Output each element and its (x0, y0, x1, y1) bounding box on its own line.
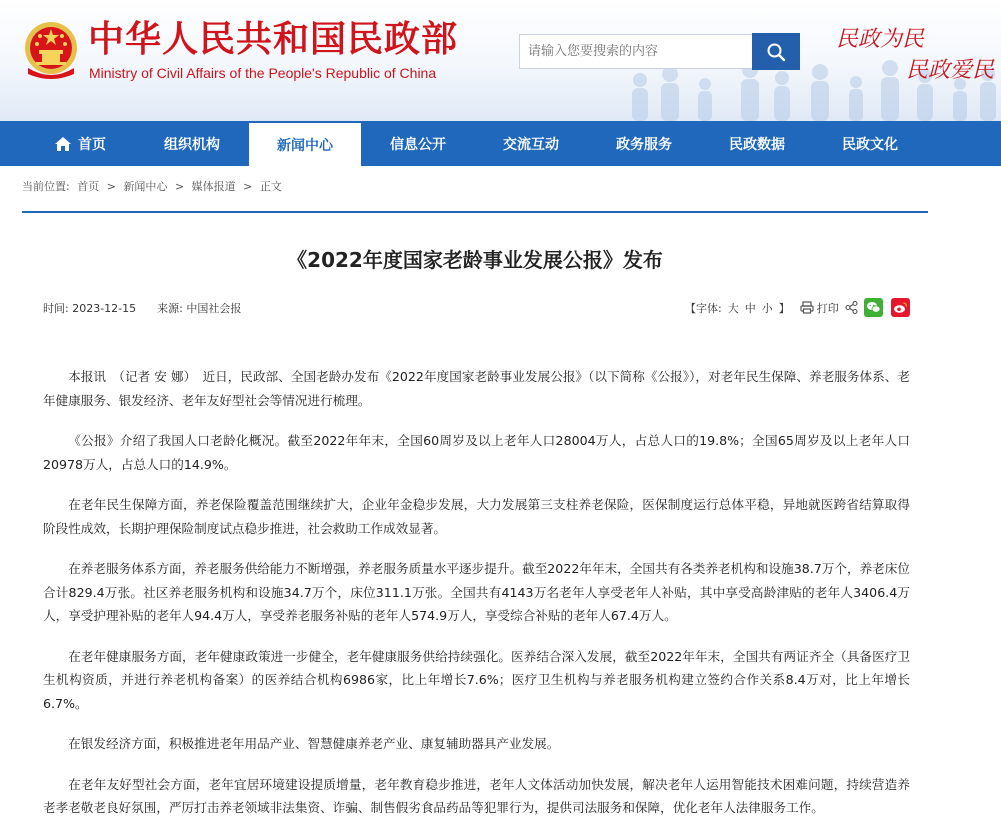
nav-item-news-center[interactable]: 新闻中心 (249, 123, 361, 166)
weibo-share-icon[interactable] (891, 298, 910, 317)
article-body (43, 365, 910, 832)
breadcrumb (22, 178, 286, 194)
article-paragraph: 《公报》介绍了我国人口老龄化概况。截至2022年年末，全国60周岁及以上老年人口28004万人，占总人口的19.8%；全国65周岁及以上老年人口20978万人，占总人口的14.9%。 (43, 433, 910, 472)
nav-item-information-disclosure[interactable]: 信息公开 (390, 136, 446, 153)
site-header (0, 0, 1001, 121)
time-label: 时间: (43, 302, 69, 315)
share-icon[interactable] (845, 301, 858, 314)
nav-item-interaction[interactable]: 交流互动 (503, 136, 559, 153)
breadcrumb-media-reports[interactable]: 媒体报道 (191, 180, 236, 193)
search-input[interactable] (519, 34, 752, 69)
nav-item-civil-data[interactable]: 民政数据 (729, 136, 785, 153)
breadcrumb-news-center[interactable]: 新闻中心 (123, 180, 168, 193)
home-icon (54, 136, 72, 152)
content-divider (22, 211, 928, 213)
article-paragraph: 本报讯 （记者 安 娜） 近日，民政部、全国老龄办发布《2022年度国家老龄事业发展公报》（以下简称《公报》），对老年民生保障、养老服务体系、老年健康服务、银发经济、老年友好型社会等情况进行梳理。 (43, 369, 910, 408)
breadcrumb-separator: > (106, 180, 116, 193)
nav-item-organization[interactable]: 组织机构 (164, 136, 220, 153)
search-icon (766, 42, 786, 62)
nav-item-home[interactable] (24, 121, 136, 166)
font-size-bracket: 】 (778, 301, 790, 315)
font-size-small-button[interactable]: 小 (761, 301, 773, 315)
breadcrumb-separator: > (243, 180, 253, 193)
breadcrumb-separator: > (174, 180, 185, 193)
article-title: 《2022年度国家老龄事业发展公报》发布 (287, 248, 663, 272)
publish-date: 2023-12-15 (72, 302, 137, 315)
article-paragraph: 在银发经济方面，积极推进老年用品产业、智慧健康养老产业、康复辅助器具产业发展。 (68, 736, 560, 751)
nav-item-government-services[interactable]: 政务服务 (616, 136, 672, 153)
source-label: 来源: (157, 302, 183, 315)
slogan-line-2: 民政爱民 (906, 58, 995, 83)
slogan-line-1: 民政为民 (836, 27, 925, 52)
font-size-large-button[interactable]: 大 (727, 301, 739, 315)
article-paragraph: 在老年健康服务方面，老年健康政策进一步健全，老年健康服务供给持续强化。医养结合深入发展，截至2022年年末，全国共有两证齐全（具备医疗卫生机构资质，并进行养老机构备案）的医养结合机构6986家，比上年增长7.6%；医疗卫生机构与养老服务机构建立签约合作关系8.4万对，比上年增长6.7%。 (43, 648, 910, 711)
article-tools (685, 298, 910, 317)
printer-icon (800, 301, 814, 314)
breadcrumb-prefix: 当前位置: (22, 180, 70, 193)
main-nav (0, 121, 1001, 166)
wechat-share-icon[interactable] (864, 298, 883, 317)
nav-item-label: 首页 (78, 136, 106, 153)
site-title-chinese: 中华人民共和国民政部 (88, 19, 459, 60)
print-label: 打印 (816, 301, 839, 315)
font-size-medium-button[interactable]: 中 (744, 301, 756, 315)
article-source: 中国社会报 (186, 302, 242, 315)
article-paragraph: 在老年友好型社会方面，老年宜居环境建设提质增量，老年教育稳步推进，老年人文体活动加快发展，解决老年人运用智能技术困难问题，持续营造养老孝老敬老良好氛围，严厉打击养老领域非法集资、诈骗、制售假劣食品药品等犯罪行为，提供司法服务和保障，优化老年人法律服务工作。 (43, 776, 910, 815)
site-title-english: Ministry of Civil Affairs of the People's Republic of China (89, 65, 437, 81)
breadcrumb-home[interactable]: 首页 (77, 180, 100, 193)
national-emblem-icon (22, 20, 80, 80)
print-button[interactable] (800, 300, 839, 316)
search-button[interactable] (752, 33, 800, 70)
article-paragraph: 在老年民生保障方面，养老保险覆盖范围继续扩大，企业年金稳步发展，大力发展第三支柱养老保险，医保制度运行总体平稳，异地就医跨省结算取得阶段性成效，长期护理保险制度试点稳步推进，社会救助工作成效显著。 (43, 497, 910, 536)
article-paragraph: 在养老服务体系方面，养老服务供给能力不断增强，养老服务质量水平逐步提升。截至2022年年末，全国共有各类养老机构和设施38.7万个，养老床位合计829.4万张。社区养老服务机构和设施34.7万个，床位311.1万张。全国共有4143万名老年人享受老年人补贴，其中享受高龄津贴的老年人3406.4万人，享受护理补贴的老年人94.4万人，享受养老服务补贴的老年人574.9万人，享受综合补贴的老年人67.4万人。 (43, 561, 910, 623)
nav-item-civil-culture[interactable]: 民政文化 (842, 136, 898, 153)
breadcrumb-current: 正文 (259, 180, 282, 193)
font-size-label: 【字体: (685, 301, 722, 315)
article-meta (43, 300, 241, 316)
